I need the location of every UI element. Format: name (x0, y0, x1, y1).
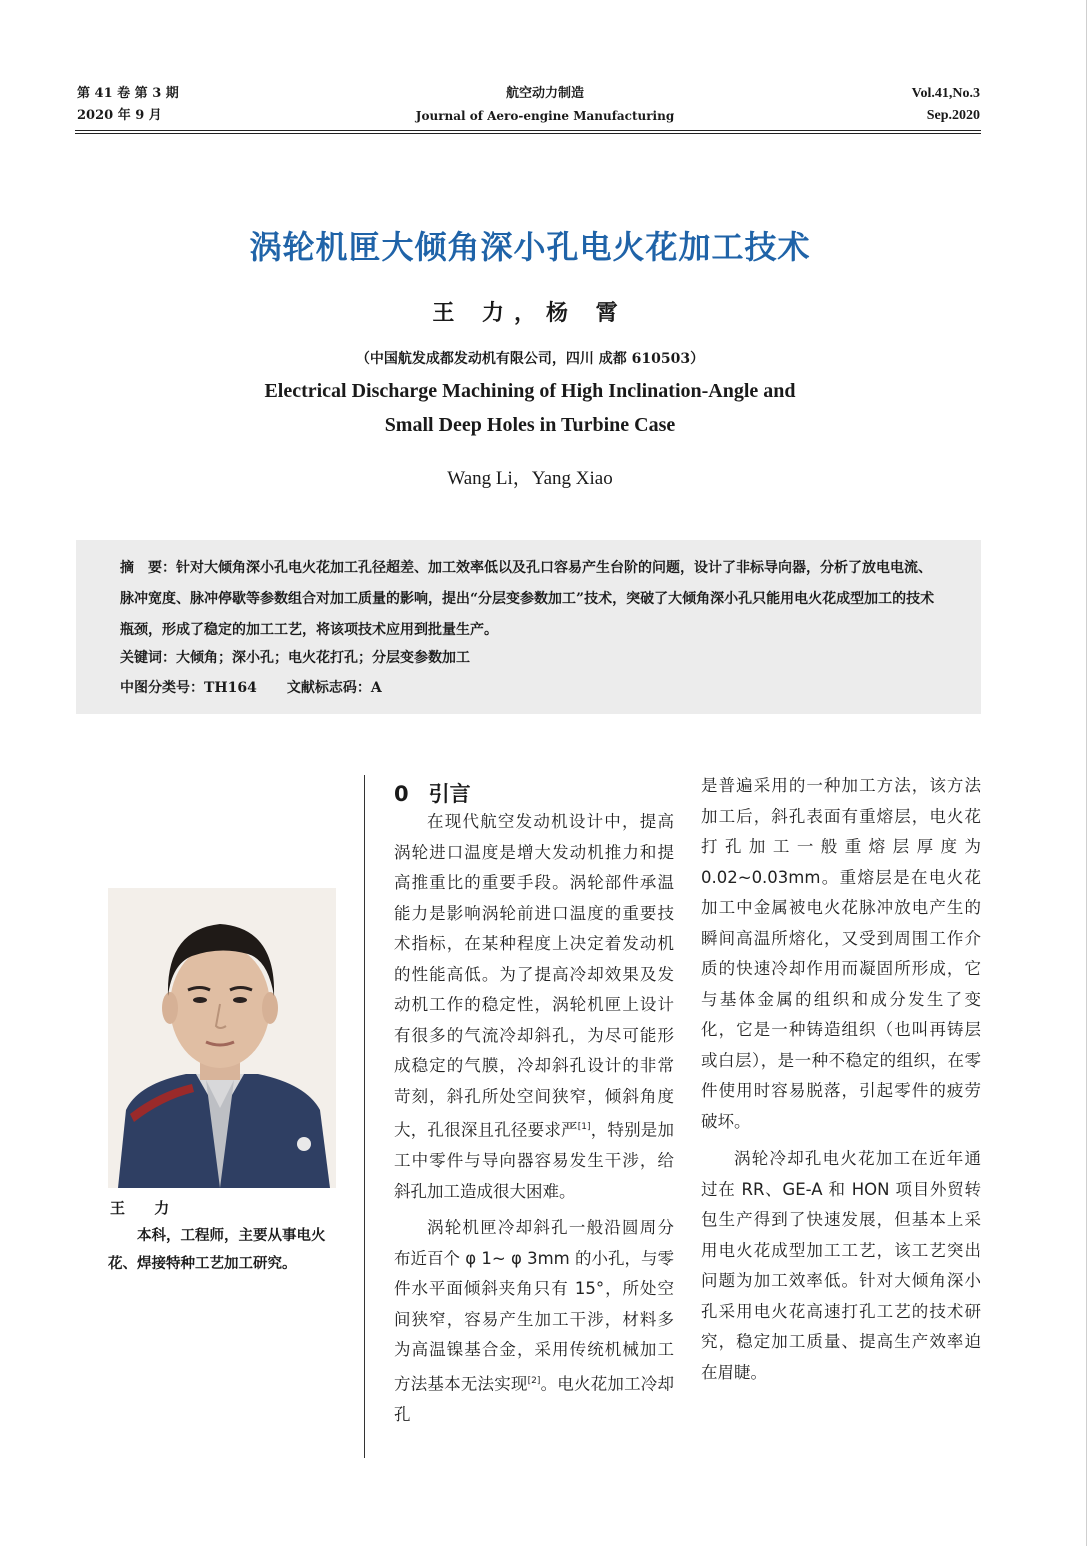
date-en: Sep.2020 (926, 108, 980, 123)
body-paragraph (394, 807, 674, 1207)
volume-en: Vol.41,No.3 (911, 86, 980, 101)
classification (120, 674, 382, 702)
section-heading (394, 778, 471, 808)
journal-name-cn: 航空动力制造 (505, 86, 584, 101)
authors-en: Wang Li，Yang Xiao (447, 468, 613, 489)
bio-author-name: 王 力 (110, 1199, 182, 1217)
citation-ref: [1] (577, 1122, 591, 1132)
article-title-en (0, 374, 1060, 442)
paragraph-text: 涡轮机匣冷却斜孔一般沿圆周分布近百个 φ 1~ φ 3mm 的小孔，与零件水平面倾斜夹角只有 15°，所处空间狭窄，容易产生加工干涉，材料多为高温镍基合金，采用传统机械加工方法基本无法实现 (394, 1218, 674, 1393)
body-paragraph: 涡轮冷却孔电火花加工在近年通过在 RR、GE-A 和 HON 项目外贸转包生产得到了快速发展，但基本上采用电火花成型加工工艺，该工艺突出问题为加工效率低。针对大倾角深小孔采用电火花高速打孔工艺的技术研究，稳定加工质量、提高生产效率迫在眉睫。 (701, 1149, 981, 1382)
article-title-cn: 涡轮机匣大倾角深小孔电火花加工技术 (249, 228, 811, 266)
paragraph-text: 在现代航空发动机设计中，提高涡轮进口温度是增大发动机推力和提高推重比的重要手段。涡轮部件承温能力是影响涡轮前进口温度的重要技术指标，在某种程度上决定着发动机的性能高低。为了提高冷却效果及发动机工作的稳定性，涡轮机匣上设计有很多的气流冷却斜孔，为尽可能形成稳定的气膜，冷却斜孔设计的非常苛刻，斜孔所处空间狭窄，倾斜角度大，孔很深且孔径要求严 (394, 812, 674, 1140)
keywords-text: 大倾角；深小孔；电火花打孔；分层变参数加工 (176, 650, 470, 666)
keywords-label: 关键词： (120, 650, 176, 666)
header-divider (75, 130, 981, 134)
title-en-line1: Electrical Discharge Machining of High Inclination-Angle and (264, 380, 796, 402)
abstract (120, 553, 940, 646)
author-photo (108, 888, 336, 1188)
paragraph-text: 。电火花加工冷却孔 (394, 1374, 674, 1424)
title-en-line2: Small Deep Holes in Turbine Case (384, 414, 676, 436)
header-center (380, 83, 710, 127)
column-divider (364, 775, 365, 1458)
paragraph-text: ，特别是加工中零件与导向器容易发生干涉，给斜孔加工造成很大困难。 (394, 1120, 674, 1201)
body-paragraph (394, 1213, 674, 1430)
header-right (912, 83, 980, 127)
abstract-text: 针对大倾角深小孔电火花加工孔径超差、加工效率低以及孔口容易产生台阶的问题，设计了非标导向器，分析了放电电流、脉冲宽度、脉冲停歇等参数组合对加工质量的影响，提出“分层变参数加工”技术，突破了大倾角深小孔只能用电火花成型加工的技术瓶颈，形成了稳定的加工工艺，将该项技术应用到批量生产。 (120, 560, 935, 638)
clc-code: TH164 (204, 680, 257, 696)
affiliation: （中国航发成都发动机有限公司，四川 成都 610503） (355, 351, 705, 367)
authors-cn: 王 力，杨 霄 (432, 300, 628, 326)
volume-issue: 第 41 卷 第 3 期 (77, 86, 179, 101)
date-cn: 2020 年 9 月 (77, 108, 162, 123)
doc-code: A (370, 680, 382, 696)
body-column-2 (701, 771, 981, 1388)
citation-ref: [2] (527, 1375, 541, 1386)
body-paragraph-continued: 是普遍采用的一种加工方法，该方法加工后，斜孔表面有重熔层，电火花打孔加工一般重熔层厚度为 0.02~0.03mm。重熔层是在电火花加工中金属被电火花脉冲放电产生的瞬间高温所熔化，又受到周围工作介质的快速冷却作用而凝固所形成，它与基体金属的组织和成分发生了变化，它是一种铸造组织（也叫再铸层或白层），是一种不稳定的组织，在零件使用时容易脱落，引起零件的疲劳破坏。 (701, 776, 981, 1131)
body-column-1 (394, 807, 674, 1430)
journal-name-en: Journal of Aero-engine Manufacturing (415, 109, 675, 123)
doc-code-label: 文献标志码： (286, 680, 371, 696)
clc-label: 中图分类号： (120, 680, 204, 696)
abstract-label: 摘 要： (120, 560, 176, 576)
bio-text: 本科，工程师，主要从事电火花、焊接特种工艺加工研究。 (108, 1227, 326, 1272)
keywords (120, 644, 470, 672)
section-title: 引言 (428, 782, 471, 806)
header-left (77, 83, 179, 127)
section-number: 0 (394, 782, 409, 806)
